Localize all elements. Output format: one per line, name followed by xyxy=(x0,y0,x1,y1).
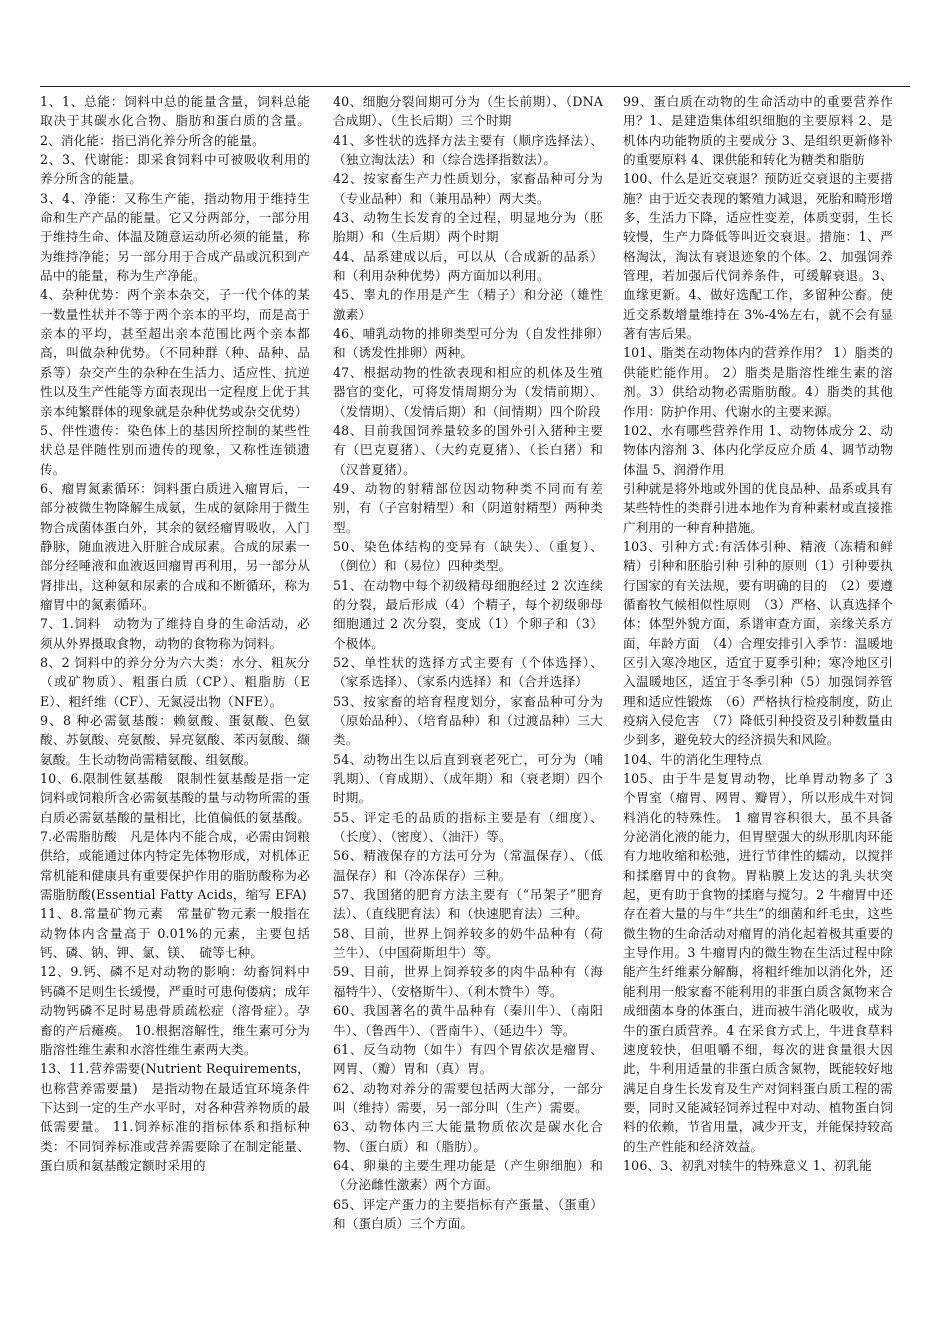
paragraph: 5、伴性遗传：染色体上的基因所控制的某些性状总是伴随性别而遗传的现象，又称性连锁遗传。 xyxy=(40,422,310,477)
text-column-left xyxy=(40,92,310,1317)
paragraph: 3、4、净能：又称生产能，指动物用于维持生命和生产产品的能量。它又分两部分，一部分用于维持生命、体温及随意运动所必须的能量，称为维持净能；另一部分用于合成产品或沉积到产品中的能量，称为生产净能。 xyxy=(40,190,310,284)
paragraph: 53、按家畜的培育程度划分，家畜品种可分为（原始品种）、（培育品种）和（过渡品种）三大类。 xyxy=(333,693,603,748)
paragraph: 2、3、代谢能：即采食饲料中可被吸收利用的养分所含的能量。 xyxy=(40,152,310,187)
paragraph: 58、目前，世界上饲养较多的奶牛品种有（荷兰牛）、（中国荷斯坦牛）等。 xyxy=(333,925,603,961)
paragraph: 40、细胞分裂间期可分为（生长前期）、（DNA 合成期）、（生长后期）三个时期 xyxy=(333,94,603,129)
paragraph: 60、我国著名的黄牛品种有（秦川牛）、（南阳牛）、（鲁西牛）、（晋南牛）、（延边牛）等。 xyxy=(333,1003,603,1038)
paragraph: 48、目前我国饲养量较多的国外引入猪种主要有（巴克夏猪）、（大约克夏猪）、（长白猪）和（汉普夏猪）。 xyxy=(333,422,603,477)
paragraph: 8、2 饲料中的养分分为六大类：水分、粗灰分（或矿物质）、粗蛋白质（CP）、粗脂肪（EE）、粗纤维（CF）、无氮浸出物（NFE）。 xyxy=(40,654,310,709)
header-rule xyxy=(40,86,910,87)
paragraph: 49、动物的射精部位因动物种类不同而有差别，有（子宫射精型）和（阴道射精型）两种类型。 xyxy=(333,480,603,535)
paragraph: 41、多性状的选择方法主要有（顺序选择法）、（独立淘汰法）和（综合选择指数法）。 xyxy=(333,132,603,168)
paragraph: 64、卵巢的主要生理功能是（产生卵细胞）和（分泌雌性激素）两个方面。 xyxy=(333,1157,603,1193)
paragraph: 102、水有哪些营养作用 1、动物体成分 2、动物体内溶剂 3、体内化学反应介质 4、调节动物体温 5、润滑作用 xyxy=(623,422,893,477)
paragraph: 100、什么是近交衰退？预防近交衰退的主要措施？由于近交表现的繁殖力减退，死胎和畸形增多，生活力下降，适应性变差，体质变弱，生长较慢，生产力降低等叫近交衰退。措施：1、严格淘汰，淘汰有衰退迹象的个体。2、加强饲养管理，若加强后代饲养条件，可缓解衰退。3、血缘更新。4、做好选配工作，多留种公畜。使近交系数增量维持在 3%-4%左右，就不会有显著有害后果。 xyxy=(623,171,893,342)
paragraph: 4、杂种优势：两个亲本杂交，子一代个体的某一数量性状并不等于两个亲本的平均，而是高于亲本的平均，甚至超出亲本范围比两个亲本都高，叫做杂种优势。（不同种群（种、品种、品系等）杂交产生的杂种在生活力、适应性、抗逆性以及生产性能等方面表现出一定程度上优于其亲本纯繁群体的现象就是杂种优势或杂交优势） xyxy=(40,287,310,419)
paragraph: 56、精液保存的方法可分为（常温保存）、（低温保存）和（冷冻保存）三种。 xyxy=(333,848,603,883)
paragraph: 11、8.常量矿物元素 常量矿物元素一般指在动物体内含量高于 0.01%的元素，主要包括钙、磷、钠、钾、氯、镁、 硫等七种。 xyxy=(40,906,310,961)
paragraph: 55、评定毛的品质的指标主要是有（细度）、（长度）、（密度）、（油汗）等。 xyxy=(333,809,603,845)
paragraph: 43、动物生长发育的全过程，明显地分为（胚胎期）和（生后期）两个时期 xyxy=(333,210,603,245)
paragraph: 51、在动物中每个初级精母细胞经过 2 次连续的分裂，最后形成（4）个精子，每个初级卵母细胞通过 2 次分裂，变成（1）个卵子和（3）个极体。 xyxy=(333,577,603,651)
paragraph: 13、11.营养需要(Nutrient Requirements，也称营养需要量) 是指动物在最适宜环境条件下达到一定的生产水平时，对各种营养物质的最低需要量。 11.饲养标准的指标体系和指标种类：不同饲养标准或营养需要除了在制定能量、蛋白质和氨基酸定额时采用的 xyxy=(40,1061,310,1173)
paragraph: 42、按家畜生产力性质划分，家畜品种可分为（专业品种）和（兼用品种）两大类。 xyxy=(333,171,603,206)
paragraph: 1、1、总能：饲料中总的能量含量，饲料总能取决于其碳水化合物、脂肪和蛋白质的含量。 2、消化能：指已消化养分所含的能量。 xyxy=(40,94,310,148)
paragraph: 57、我国猪的肥育方法主要有（“吊架子”肥育法）、（直线肥育法）和（快速肥育法）三种。 xyxy=(333,887,603,922)
paragraph: 52、单性状的选择方式主要有（个体选择）、（家系选择）、（家系内选择）和（合并选择） xyxy=(333,654,603,690)
paragraph: 104、牛的消化生理特点 xyxy=(623,751,763,767)
paragraph: 62、动物对养分的需要包括两大部分，一部分叫（维持）需要，另一部分叫（生产）需要。 xyxy=(333,1080,603,1115)
paragraph: 9、8 种必需氨基酸：赖氨酸、蛋氨酸、色氨酸、苏氨酸、亮氨酸、异亮氨酸、苯丙氨酸、缬氨酸。生长动物尚需精氨酸、组氨酸。 xyxy=(40,713,310,767)
paragraph: 101、脂类在动物体内的营养作用？ 1）脂类的供能贮能作用。 2）脂类是脂溶性维生素的溶剂。3）供给动物必需脂肪酸。4）脂类的其他作用：防护作用、代谢水的主要来源。 xyxy=(623,345,893,419)
paragraph: 7、1.饲料 动物为了维持自身的生命活动，必须从外界摄取食物，动物的食物称为饲料。 xyxy=(40,616,310,651)
text-column-middle xyxy=(333,92,603,1317)
text-column-right xyxy=(623,92,893,1317)
paragraph: 63、动物体内三大能量物质依次是碳水化合物、（蛋白质）和（脂肪）。 xyxy=(333,1119,603,1154)
paragraph: 65、评定产蛋力的主要指标有产蛋量、（蛋重）和（蛋白质）三个方面。 xyxy=(333,1196,603,1231)
paragraph: 6、瘤胃氮素循环：饲料蛋白质进入瘤胃后，一部分被微生物降解生成氨，生成的氨除用于微生物合成菌体蛋白外，其余的氨经瘤胃吸收，入门静脉，随血液进入肝脏合成尿素。合成的尿素一部分经唾液和血液返回瘤胃再利用，另一部分从肾排出，这种氨和尿素的合成和不断循环，称为瘤胃中的氮素循环。 xyxy=(40,480,310,612)
paragraph: 44、品系建成以后，可以从（合成新的品系）和（利用杂种优势）两方面加以利用。 xyxy=(333,248,603,284)
paragraph: 45、睾丸的作用是产生（精子）和分泌（雄性激素） xyxy=(333,287,603,322)
paragraph: 47、根据动物的性欲表现和相应的机体及生殖器官的变化，可将发情周期分为（发情前期）、（发情期）、（发情后期）和（间情期）四个阶段 xyxy=(333,364,603,419)
paragraph: 99、蛋白质在动物的生命活动中的重要营养作用？1、是建造集体组织细胞的主要原料 2、是机体内功能物质的主要成分 3、是组织更新修补的重要原料 4、课供能和转化为糖类和脂肪 xyxy=(623,94,893,168)
paragraph: 54、动物出生以后直到衰老死亡，可分为（哺乳期）、（育成期）、（成年期）和（衰老期）四个时期。 xyxy=(333,751,603,806)
paragraph: 103、引种方式:有活体引种、精液（冻精和鲜精）引种和胚胎引种 引种的原则（1）引种要执行国家的有关法规，要有明确的目的 （2）要遵循畜牧气候相似性原则 （3）严格、认真选择个体：体型外貌方面，系谱审查方面，亲缘关系方面，年龄方面 （4）合理安排引入季节：温暖地区引入寒冷地区，适宜于夏季引种；寒冷地区引入温暖地区，适宜于冬季引种（5）加强饲养管理和适应性锻炼 （6）严格执行检疫制度，防止疫病入侵危害 （7）降低引种投资及引种数量由少到多，避免较大的经济损失和风险。 xyxy=(623,538,893,748)
paragraph: 50、染色体结构的变异有（缺失）、（重复）、（倒位）和（易位）四种类型。 xyxy=(333,538,603,574)
paragraph: 46、哺乳动物的排卵类型可分为（自发性排卵）和（诱发性排卵）两种。 xyxy=(333,326,603,361)
paragraph: 59、目前，世界上饲养较多的肉牛品种有（海福特牛）、（安格斯牛）、（利木赞牛）等。 xyxy=(333,964,603,999)
paragraph: 10、6.限制性氨基酸 限制性氨基酸是指一定饲料或饲粮所含必需氨基酸的量与动物所需的蛋白质必需氨基酸的量相比，比值偏低的氨基酸。 7.必需脂肪酸 凡是体内不能合成，必需由饲粮供给，或能通过体内特定先体物形成，对机体正常机能和健康具有重要保护作用的脂肪酸称为必需脂肪酸(Essential Fatty Acids，缩写 EFA) xyxy=(40,771,310,903)
paragraph: 106、3、初乳对犊牛的特殊意义 1、初乳能 xyxy=(623,1157,872,1173)
paragraph: 105、由于牛是复胃动物，比单胃动物多了 3 个胃室（瘤胃、网胃、瓣胃），所以形成牛对饲料消化的特殊性。 1 瘤胃容积很大，虽不具备分泌消化液的能力，但胃壁强大的纵形肌肉环能有力地收缩和松弛，进行节律性的蠕动，以搅拌和揉磨胃中的食物。胃粘膜上发达的乳头状突起，更有助于食物的揉磨与搅匀。2 牛瘤胃中还存在着大量的与牛“共生”的细菌和纤毛虫，这些微生物的生命活动对瘤胃的消化起着极其重要的主导作用。3 牛瘤胃内的微生物在生活过程中除能产生纤维素分解酶，将粗纤维加以消化外，还能利用一般家畜不能利用的非蛋白质含氮物来合成细菌本身的体蛋白，进而被牛消化吸收，成为牛的蛋白质营养。4 在采食方式上，牛进食草料速度较快，但咀嚼不细，每次的进食量很大因此，牛利用适量的非蛋白质含氮物，既能较好地满足自身生长发育及生产对饲料蛋白质工程的需要，同时又能减轻饲养过程中对动、植物蛋白饲料的依赖，节省用量，减少开支，并能保持较高的生产性能和经济效益。 xyxy=(623,771,893,1154)
paragraph: 61、反刍动物（如牛）有四个胃依次是瘤胃、网胃、（瓣）胃和（真）胃。 xyxy=(333,1041,603,1077)
paragraph: 引种就是将外地或外国的优良品种、品系或具有某些特性的类群引进本地作为育种素材或直接推广利用的一种育种措施。 xyxy=(623,480,893,535)
paragraph: 12、9.钙、磷不足对动物的影响：幼畜饲料中钙磷不足则生长缓慢，严重时可患佝偻病；成年动物钙磷不足时易患骨质疏松症（溶骨症）。孕畜的产后瘫痪。 10.根据溶解性，维生素可分为脂溶性维生素和水溶性维生素两大类。 xyxy=(40,964,310,1057)
